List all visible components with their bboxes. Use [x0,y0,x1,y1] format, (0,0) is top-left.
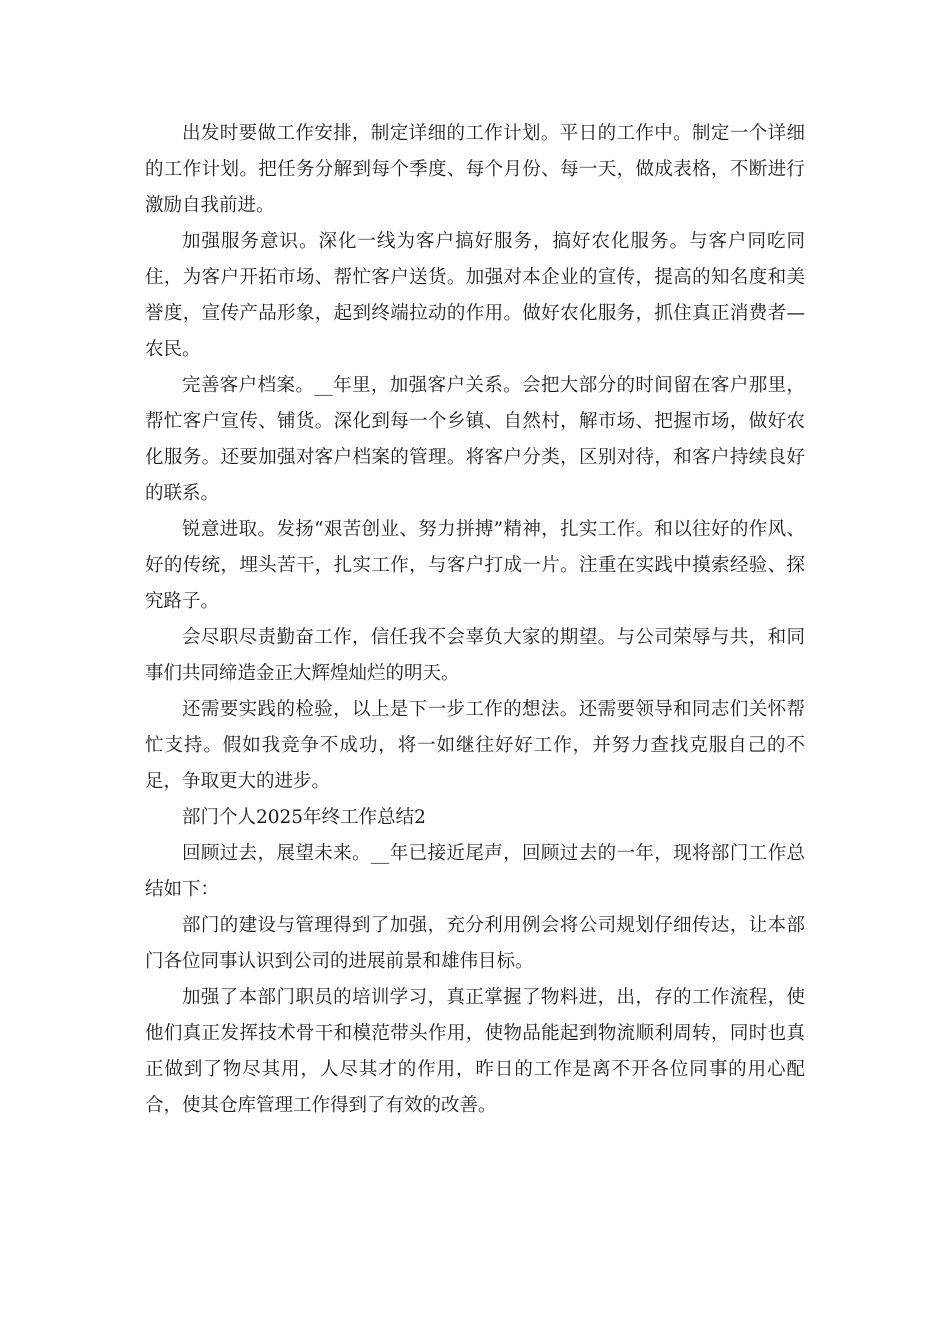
section-heading: 部门个人2025年终工作总结2 [182,807,426,828]
paragraph-review: 回顾过去，展望未来。__年已接近尾声，回顾过去的一年，现将部门工作总结如下： [145,843,805,900]
document-page [145,116,805,1124]
paragraph-diligence: 会尽职尽责勤奋工作，信任我不会辜负大家的期望。与公司荣辱与共，和同事们共同缔造金正大辉煌灿烂的明天。 [145,627,805,684]
paragraph-work-plan: 出发时要做工作安排，制定详细的工作计划。平日的工作中。制定一个详细的工作计划。把任务分解到每个季度、每个月份、每一天，做成表格，不断进行激励自我前进。 [145,123,805,216]
paragraph-service-awareness: 加强服务意识。深化一线为客户搞好服务，搞好农化服务。与客户同吃同住，为客户开拓市场、帮忙客户送货。加强对本企业的宣传，提高的知名度和美誉度，宣传产品形象，起到终端拉动的作用。做好农化服务，抓住真正消费者—农民。 [145,231,805,360]
paragraph-customer-files: 完善客户档案。__年里，加强客户关系。会把大部分的时间留在客户那里，帮忙客户宣传、铺货。深化到每一个乡镇、自然村，解市场、把握市场，做好农化服务。还要加强对客户档案的管理。将客户分类，区别对待，和客户持续良好的联系。 [145,375,805,504]
paragraph-forge-ahead: 锐意进取。发扬“艰苦创业、努力拼搏”精神，扎实工作。和以往好的作风、好的传统，埋头苦干，扎实工作，与客户打成一片。注重在实践中摸索经验、探究路子。 [145,519,805,612]
paragraph-practice-test: 还需要实践的检验，以上是下一步工作的想法。还需要领导和同志们关怀帮忙支持。假如我竞争不成功，将一如继往好好工作，并努力查找克服自己的不足，争取更大的进步。 [145,699,805,792]
paragraph-department-building: 部门的建设与管理得到了加强，充分利用例会将公司规划仔细传达，让本部门各位同事认识到公司的进展前景和雄伟目标。 [145,915,805,972]
paragraph-staff-training: 加强了本部门职员的培训学习，真正掌握了物料进，出，存的工作流程，使他们真正发挥技术骨干和模范带头作用，使物品能起到物流顺利周转，同时也真正做到了物尽其用，人尽其才的作用，昨日的工作是离不开各位同事的用心配合，使其仓库管理工作得到了有效的改善。 [145,987,805,1116]
